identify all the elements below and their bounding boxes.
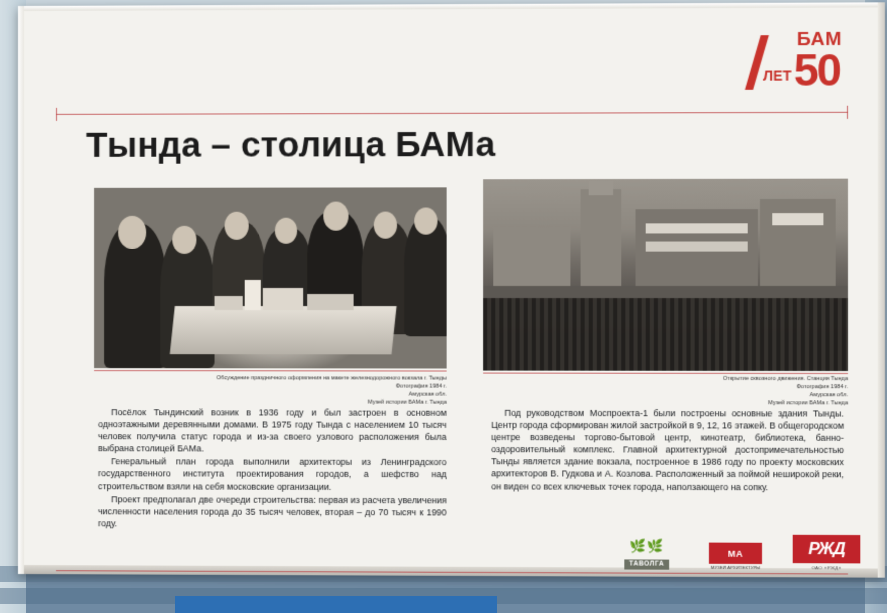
ma-label: МА <box>709 543 762 564</box>
bam-50-logo <box>748 29 842 106</box>
caption-line: Музей истории БАМа г. Тында <box>367 399 447 406</box>
photo-left-model-table <box>170 306 397 354</box>
ma-subtext: МУЗЕЙ АРХИТЕКТУРЫ <box>710 564 761 571</box>
body-text-right-column <box>491 407 844 493</box>
photo-left-image <box>94 187 447 368</box>
paragraph: Генеральный план города выполнили архитекторы из Ленинградского государственного института проектирования городов, а шефство над строительством взяли на себя московские организации. <box>98 456 447 492</box>
photo-left-corner-tl <box>94 187 116 210</box>
tavolga-label: ТАВОЛГА <box>624 559 669 569</box>
photo-right-caption <box>593 375 848 408</box>
caption-line: Открытие сквозного движения. Станция Тында <box>722 375 849 383</box>
logo-tavolga <box>613 540 680 571</box>
body-text-left-column <box>98 406 447 530</box>
bam-logo-word: БАМ <box>796 28 842 51</box>
photo-right-corner-br <box>825 349 848 371</box>
header-rule-tick-left <box>56 108 57 121</box>
caption-line: Амурская обл. <box>809 392 849 399</box>
bam-logo-years-label: ЛЕТ <box>763 67 792 84</box>
photo-right-corner-tl <box>483 179 505 202</box>
photo-left-corner-br <box>424 346 446 368</box>
photo-opening-of-through-traffic <box>483 179 848 371</box>
paragraph: Под руководством Моспроекта-1 были построены основные здания Тынды. Центр города сформирован жилой застройкой в 9, 12, 16 этажей. В общегородском центре возведены торгово-бытовой центр, кинотеатр, библиотека, банно-оздоровительный комплекс. Главной архитектурной достопримечательностью Тынды является здание вокзала, построенное в 1986 году по проекту московских архитекторов В. Гудкова и А. Козлова. Расположенный за поймой неширокой реки, он виден со всех ключевых точек города, наползающего на сопку. <box>491 407 844 492</box>
logo-rzd <box>793 535 861 570</box>
panel-edge-right <box>878 2 885 577</box>
tavolga-leaf-icon: 🌿🌿 <box>630 538 664 554</box>
photo-meeting-railway-station-model <box>94 187 447 368</box>
rzd-label: РЖД <box>793 535 861 564</box>
paragraph: Посёлок Тындинский возник в 1936 году и был застроен в основном одноэтажными деревянными домами. В 1975 году Тында с населением 10 тысяч человек получила статус города и из-за своего узлового расположения была выбрана столицей БАМа. <box>98 407 447 454</box>
caption-line: Музей истории БАМа г. Тында <box>768 400 849 407</box>
panel-edge-left <box>18 6 24 574</box>
bam-logo-years-number: 50 <box>793 46 840 96</box>
photo-left-caption <box>198 374 446 407</box>
caption-line: Обсуждение праздничного оформления на макете железнодорожного вокзала г. Тынды <box>216 375 447 382</box>
blue-floor-object <box>175 596 497 613</box>
page-title: Тында – столица БАМа <box>86 124 496 165</box>
exhibition-panel <box>18 2 885 577</box>
photo-left-caption-rule <box>94 370 447 371</box>
caption-line: Фотография 1984 г. <box>395 383 447 390</box>
panel-sheet <box>48 15 854 571</box>
rzd-subtext: ОАО «РЖД» <box>811 564 842 570</box>
caption-line: Амурская обл. <box>408 391 447 398</box>
header-rule <box>56 112 848 115</box>
photo-right-crowd <box>483 298 848 371</box>
paragraph: Проект предполагал две очереди строительства: первая из расчета увеличения численности населения города до 35 тысяч человек, вторая – до 70 тысяч к 1990 году. <box>98 493 447 529</box>
logo-moscow-architecture-museum <box>709 543 762 570</box>
caption-line: Фотография 1984 г. <box>796 384 849 391</box>
photo-right-caption-rule <box>483 373 848 374</box>
photo-right-image <box>483 179 848 371</box>
header-rule-tick-right <box>847 106 848 119</box>
